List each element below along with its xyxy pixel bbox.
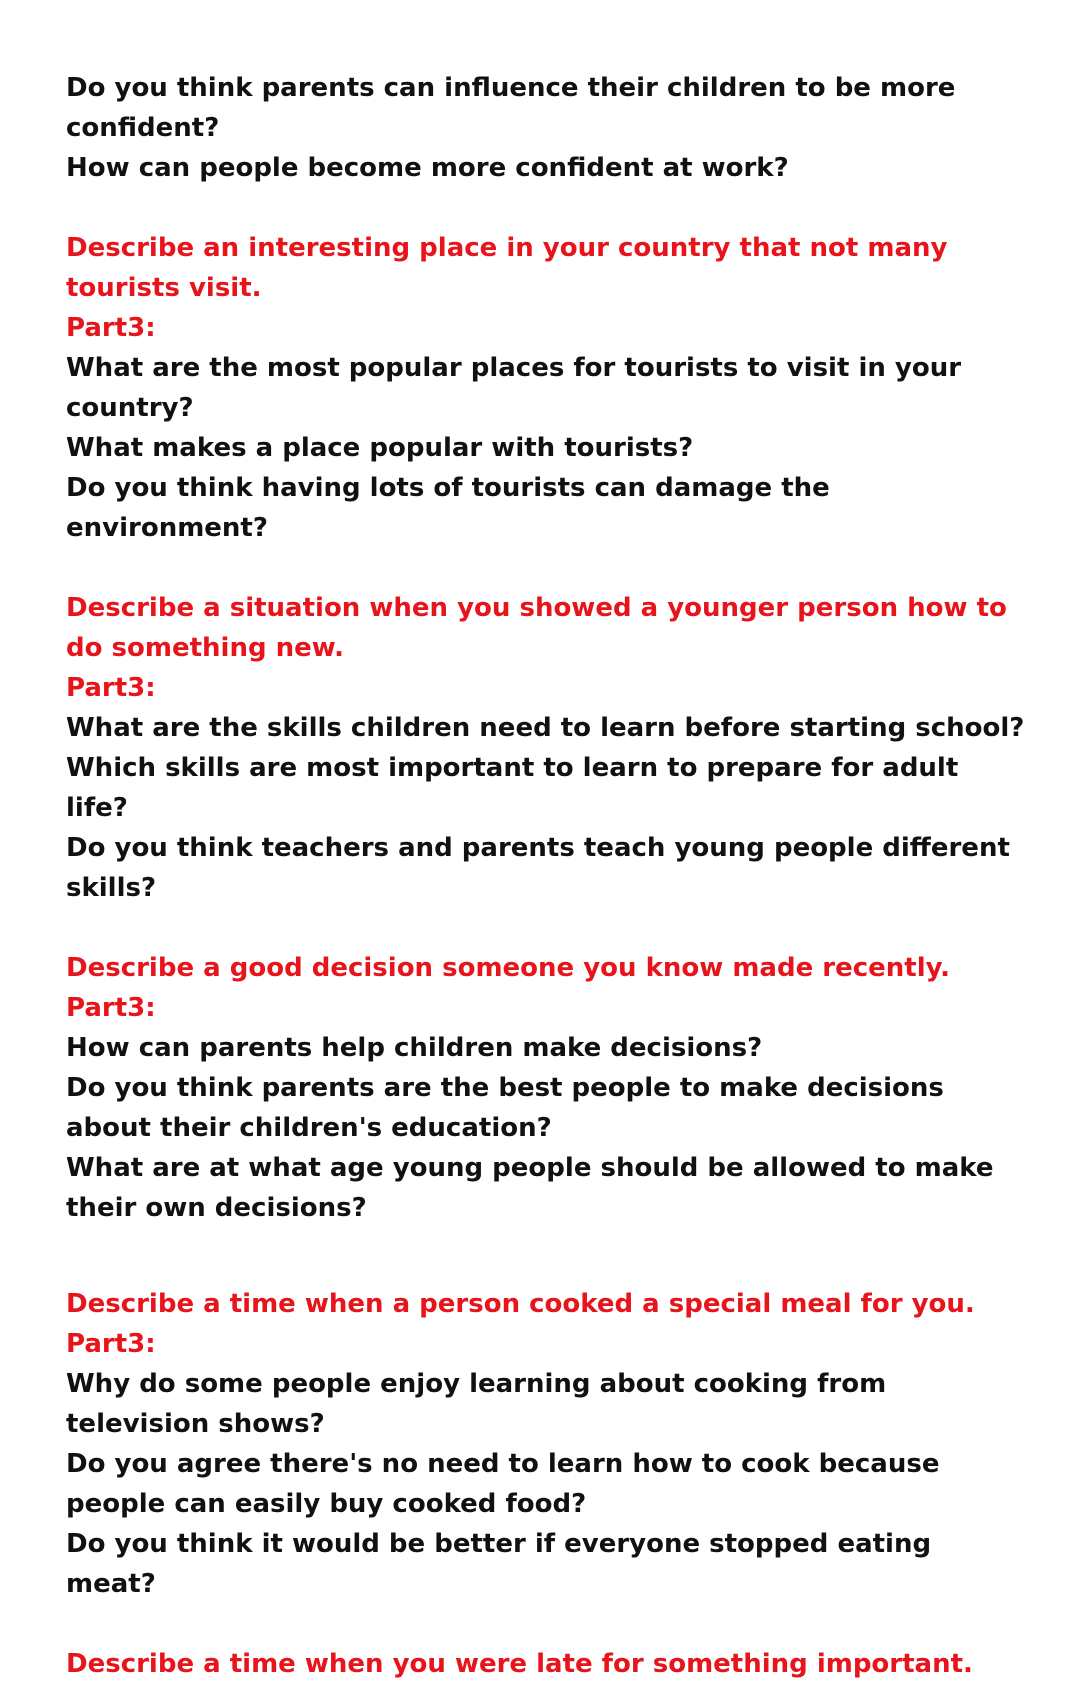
intro-question: How can people become more confident at work? [66, 153, 789, 183]
intro-questions [66, 68, 1026, 188]
document-body [66, 68, 1026, 1684]
spacer [66, 1604, 1026, 1644]
question: Do you think it would be better if everyone stopped eating meat? [66, 1529, 932, 1599]
question: What are the skills children need to learn before starting school? [66, 713, 1025, 743]
question: What are at what age young people should be allowed to make their own decisions? [66, 1153, 994, 1223]
topic-section [66, 1284, 1026, 1604]
question: Which skills are most important to learn to prepare for adult life? [66, 753, 959, 823]
topic-section [66, 948, 1026, 1228]
topic-section [66, 1644, 1026, 1684]
topic-title: Describe a time when a person cooked a special meal for you. [66, 1289, 975, 1319]
question: Do you think having lots of tourists can damage the environment? [66, 473, 830, 543]
question: Do you think teachers and parents teach young people different skills? [66, 833, 1010, 903]
question: How can parents help children make decisions? [66, 1033, 763, 1063]
topic-title: Describe a situation when you showed a younger person how to do something new. [66, 593, 1007, 663]
part-label: Part3: [66, 993, 156, 1023]
question: Why do some people enjoy learning about cooking from television shows? [66, 1369, 887, 1439]
question: What makes a place popular with tourists? [66, 433, 694, 463]
question: Do you agree there's no need to learn how to cook because people can easily buy cooked food? [66, 1449, 940, 1519]
topic-section [66, 228, 1026, 548]
spacer [66, 548, 1026, 588]
question: What are the most popular places for tourists to visit in your country? [66, 353, 962, 423]
spacer [66, 188, 1026, 228]
part-label: Part3: [66, 673, 156, 703]
part-label: Part3: [66, 313, 156, 343]
topic-section [66, 588, 1026, 908]
topic-title: Describe a good decision someone you know made recently. [66, 953, 951, 983]
topic-title: Describe an interesting place in your country that not many tourists visit. [66, 233, 948, 303]
spacer [66, 908, 1026, 948]
part-label: Part3: [66, 1329, 156, 1359]
intro-question: Do you think parents can influence their children to be more confident? [66, 73, 956, 143]
question: Do you think parents are the best people to make decisions about their children's education? [66, 1073, 944, 1143]
spacer [66, 1228, 1026, 1284]
topic-title: Describe a time when you were late for something important. [66, 1649, 973, 1679]
